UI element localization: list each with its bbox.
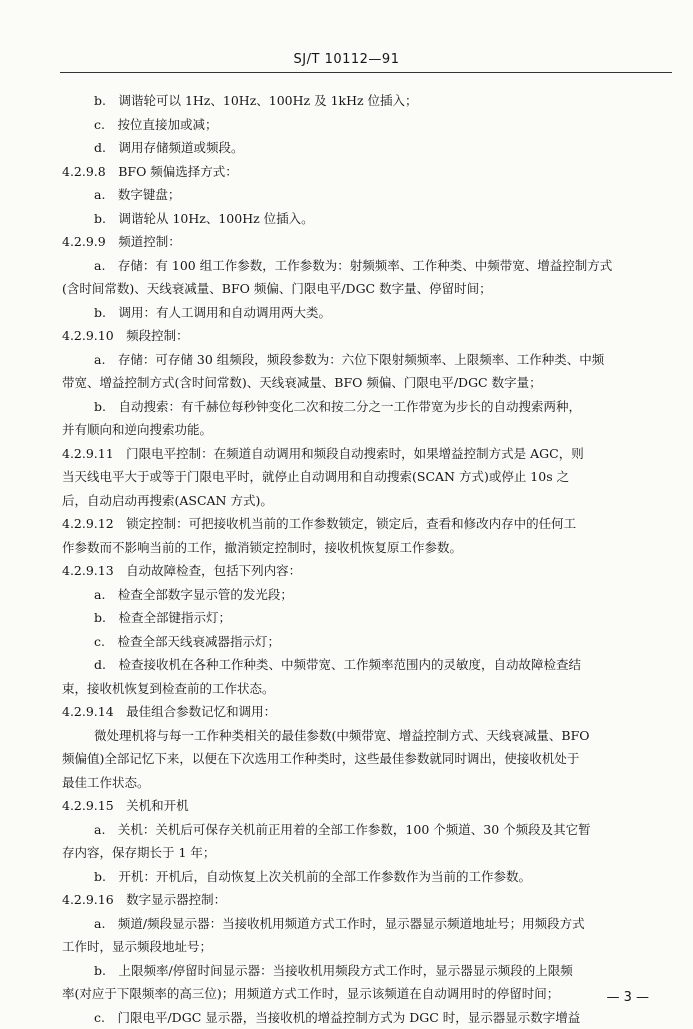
text-line: 微处理机将与每一工作种类相关的最佳参数(中频带宽、增益控制方式、天线衰减量、BFO <box>62 724 668 748</box>
text-line: c. 门限电平/DGC 显示器，当接收机的增益控制方式为 DGC 时，显示器显示数字增益 <box>62 1006 668 1029</box>
text-line: 4.2.9.10 频段控制： <box>62 324 668 348</box>
text-line: 存内容，保存期长于 1 年； <box>62 841 668 865</box>
text-line: 当天线电平大于或等于门限电平时，就停止自动调用和自动搜索(SCAN 方式)或停止 10s 之 <box>62 465 668 489</box>
document-number-header: SJ/T 10112—91 <box>0 52 693 67</box>
text-line: 4.2.9.9 频道控制： <box>62 230 668 254</box>
text-line: a. 数字键盘； <box>62 183 668 207</box>
text-line: 4.2.9.11 门限电平控制：在频道自动调用和频段自动搜索时，如果增益控制方式是 AGC，则 <box>62 442 668 466</box>
text-line: c. 检查全部天线衰减器指示灯； <box>62 630 668 654</box>
text-line: 率(对应于下限频率的高三位)；用频道方式工作时，显示该频道在自动调用时的停留时间； <box>62 982 668 1006</box>
text-line: 后，自动启动再搜索(ASCAN 方式)。 <box>62 489 668 513</box>
text-line: b. 检查全部键指示灯； <box>62 606 668 630</box>
text-line: 最佳工作状态。 <box>62 771 668 795</box>
text-line: d. 调用存储频道或频段。 <box>62 136 668 160</box>
text-line: 4.2.9.16 数字显示器控制： <box>62 888 668 912</box>
text-line: 4.2.9.13 自动故障检查，包括下列内容： <box>62 559 668 583</box>
page-number: — 3 — <box>606 990 649 1005</box>
text-line: 并有顺向和逆向搜索功能。 <box>62 418 668 442</box>
text-line: b. 开机：开机后，自动恢复上次关机前的全部工作参数作为当前的工作参数。 <box>62 865 668 889</box>
text-line: 带宽、增益控制方式(含时间常数)、天线衰减量、BFO 频偏、门限电平/DGC 数字量； <box>62 371 668 395</box>
header-rule <box>60 72 672 73</box>
text-line: (含时间常数)、天线衰减量、BFO 频偏、门限电平/DGC 数字量、停留时间； <box>62 277 668 301</box>
text-line: b. 调谐轮从 10Hz、100Hz 位插入。 <box>62 207 668 231</box>
body-text <box>62 89 668 1029</box>
text-line: a. 存储：可存储 30 组频段，频段参数为：六位下限射频频率、上限频率、工作种类、中频 <box>62 348 668 372</box>
text-line: 束，接收机恢复到检查前的工作状态。 <box>62 677 668 701</box>
text-line: a. 关机：关机后可保存关机前正用着的全部工作参数，100 个频道、30 个频段及其它暂 <box>62 818 668 842</box>
text-line: b. 上限频率/停留时间显示器：当接收机用频段方式工作时，显示器显示频段的上限频 <box>62 959 668 983</box>
text-line: 4.2.9.15 关机和开机 <box>62 794 668 818</box>
text-line: b. 自动搜索：有千赫位每秒钟变化二次和按二分之一工作带宽为步长的自动搜索两种， <box>62 395 668 419</box>
text-line: d. 检查接收机在各种工作种类、中频带宽、工作频率范围内的灵敏度，自动故障检查结 <box>62 653 668 677</box>
text-line: 4.2.9.14 最佳组合参数记忆和调用： <box>62 700 668 724</box>
text-line: a. 频道/频段显示器：当接收机用频道方式工作时，显示器显示频道地址号；用频段方式 <box>62 912 668 936</box>
text-line: c. 按位直接加或减； <box>62 113 668 137</box>
text-line: 作参数而不影响当前的工作，撤消锁定控制时，接收机恢复原工作参数。 <box>62 536 668 560</box>
text-line: 工作时，显示频段地址号； <box>62 935 668 959</box>
text-line: 4.2.9.8 BFO 频偏选择方式： <box>62 160 668 184</box>
text-line: b. 调用：有人工调用和自动调用两大类。 <box>62 301 668 325</box>
text-line: b. 调谐轮可以 1Hz、10Hz、100Hz 及 1kHz 位插入； <box>62 89 668 113</box>
text-line: 频偏值)全部记忆下来，以便在下次选用工作种类时，这些最佳参数就同时调出，使接收机处于 <box>62 747 668 771</box>
text-line: a. 存储：有 100 组工作参数，工作参数为：射频频率、工作种类、中频带宽、增益控制方式 <box>62 254 668 278</box>
text-line: 4.2.9.12 锁定控制：可把接收机当前的工作参数锁定，锁定后，查看和修改内存中的任何工 <box>62 512 668 536</box>
text-line: a. 检查全部数字显示管的发光段； <box>62 583 668 607</box>
